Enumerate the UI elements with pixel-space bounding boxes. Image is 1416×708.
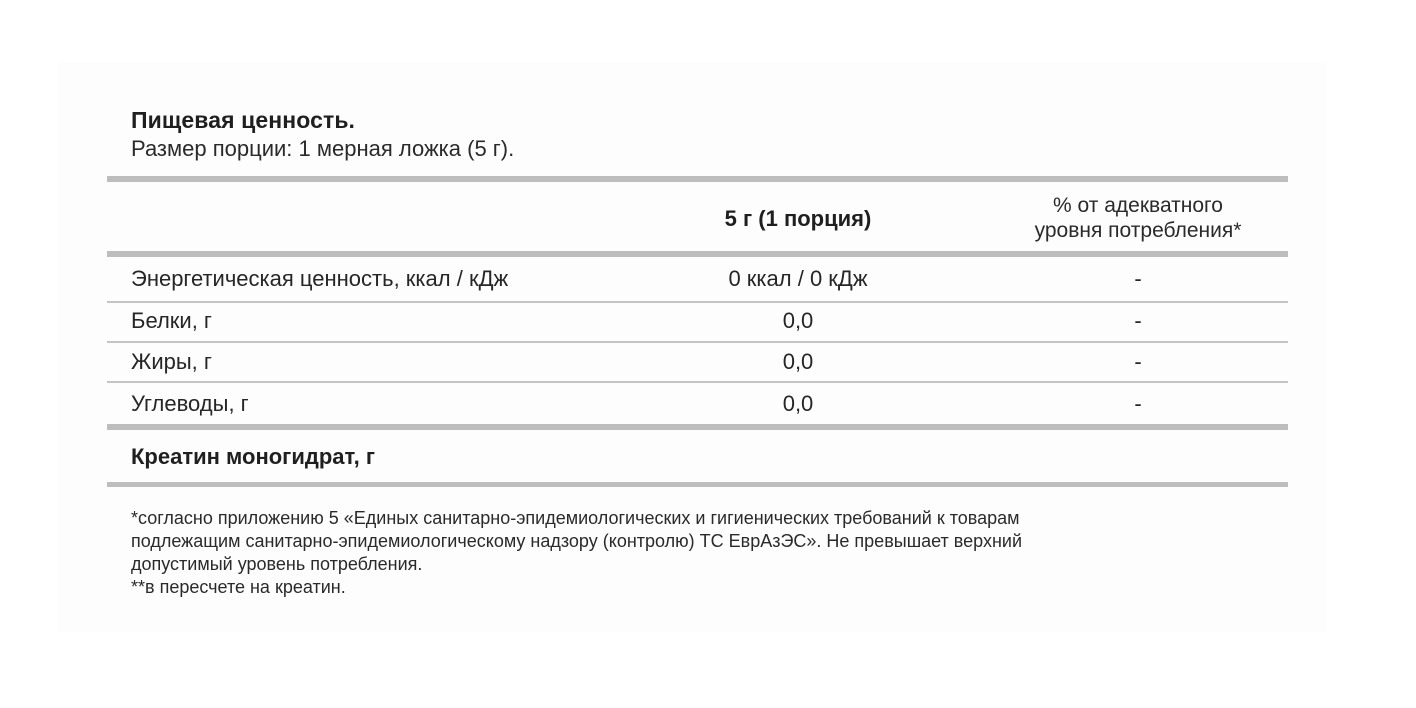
serving-size: Размер порции: 1 мерная ложка (5 г).	[131, 136, 515, 161]
row-energy-name: Энергетическая ценность, ккал / кДж	[131, 266, 509, 291]
row-energy-percent: -	[1134, 266, 1142, 291]
nutrition-title: Пищевая ценность.	[131, 107, 356, 133]
row-fat-name: Жиры, г	[131, 349, 212, 374]
column-header-percent-line1: % от адекватного	[1053, 194, 1223, 217]
footnote-line: *согласно приложению 5 «Единых санитарно-эпидемиологических и гигиенических требований к товарам	[131, 508, 1020, 528]
header-bottom-rule	[107, 251, 1288, 257]
column-header-value: 5 г (1 порция)	[724, 206, 872, 231]
row-carbs-value: 0,0	[782, 391, 814, 416]
row-carbs-name: Углеводы, г	[131, 391, 249, 416]
footnote-line: **в пересчете на креатин.	[131, 577, 346, 597]
column-header-percent-line2: уровня потребления*	[1034, 219, 1242, 242]
row-protein-percent: -	[1134, 308, 1142, 333]
row-energy-value: 0 ккал / 0 кДж	[728, 266, 868, 291]
table-top-rule	[107, 176, 1288, 182]
row-divider	[107, 341, 1288, 343]
row-divider	[107, 381, 1288, 383]
creatine-top-rule	[107, 424, 1288, 430]
row-fat-percent: -	[1134, 349, 1142, 374]
footnotes	[131, 507, 1281, 599]
footnote-line: подлежащим санитарно-эпидемиологическому надзору (контролю) ТС ЕврАзЭС». Не превышает верхний	[131, 531, 1023, 551]
row-carbs-percent: -	[1134, 391, 1142, 416]
row-protein-name: Белки, г	[131, 308, 212, 333]
footnote-line: допустимый уровень потребления.	[131, 554, 423, 574]
creatine-label: Креатин моногидрат, г	[131, 444, 376, 469]
row-protein-value: 0,0	[782, 308, 814, 333]
table-bottom-rule	[107, 482, 1288, 487]
row-fat-value: 0,0	[782, 349, 814, 374]
row-divider	[107, 301, 1288, 303]
column-header-percent	[990, 193, 1286, 243]
